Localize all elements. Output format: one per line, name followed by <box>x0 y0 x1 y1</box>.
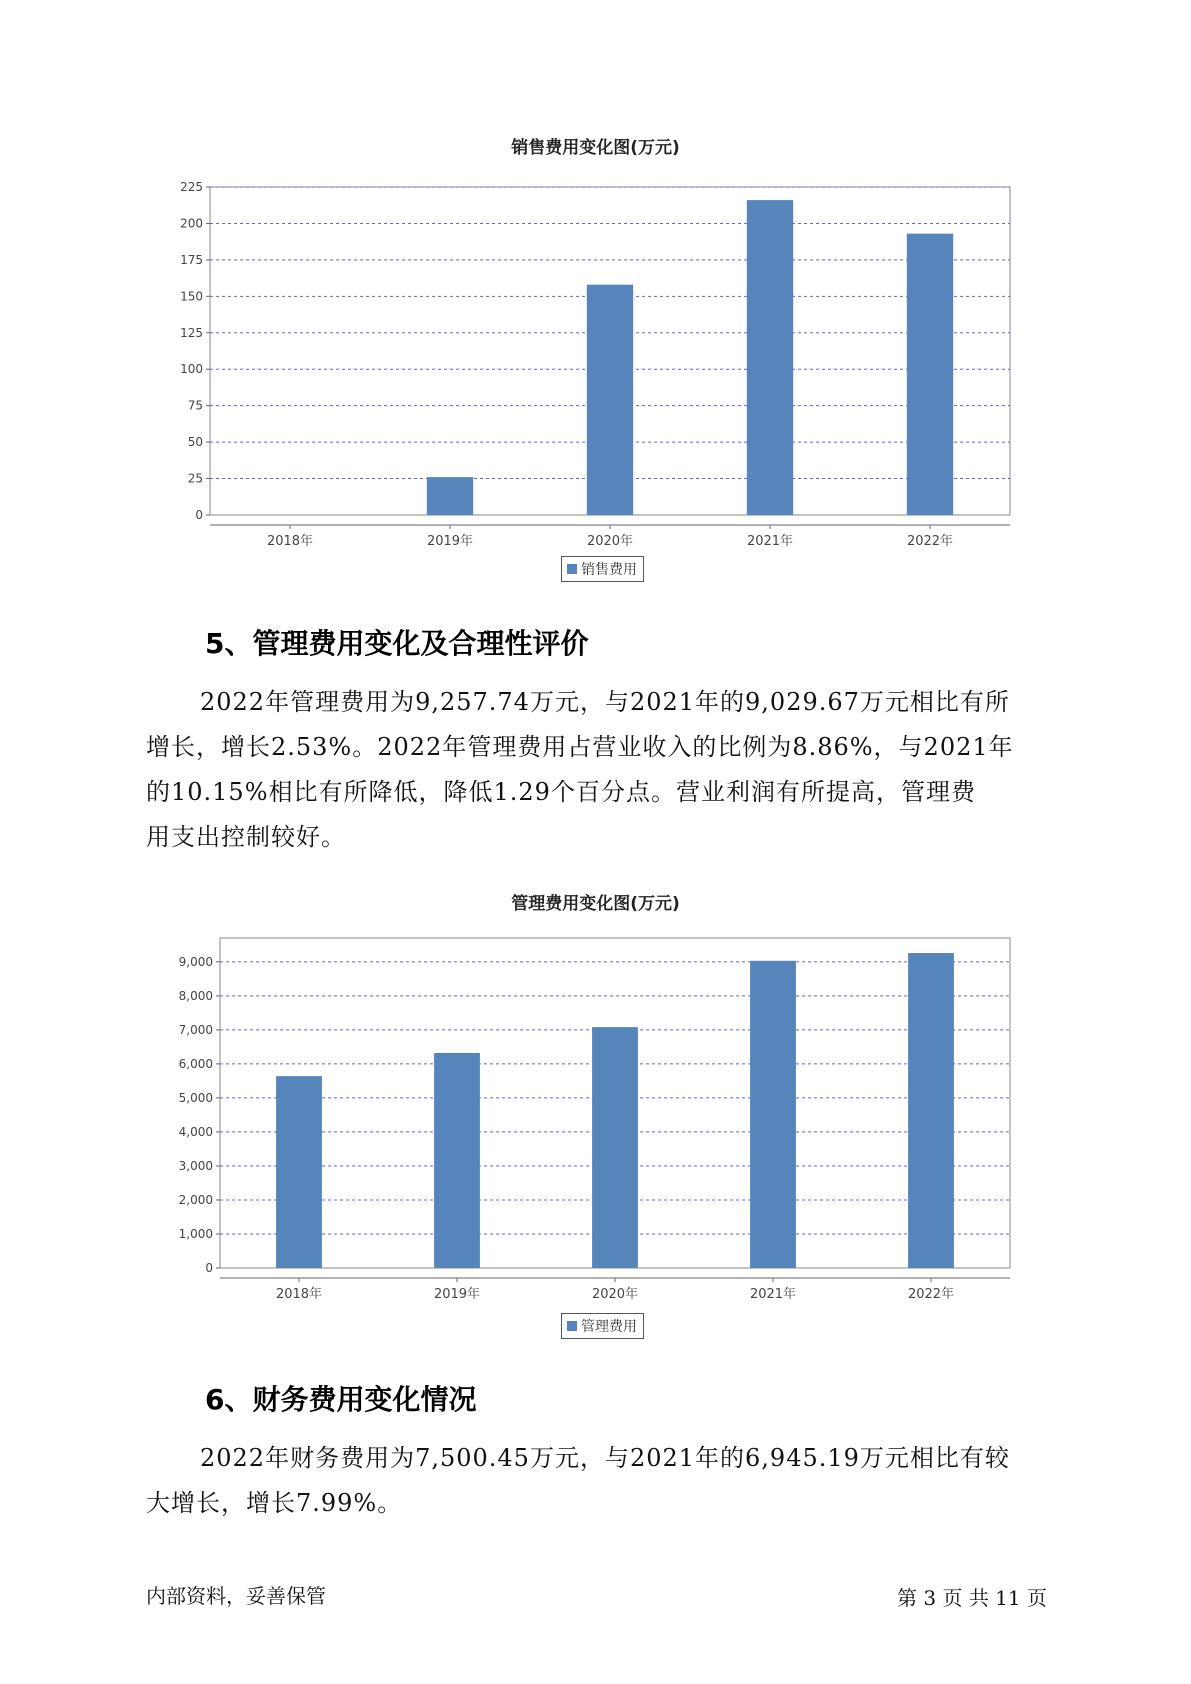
y-tick-label: 8,000 <box>178 988 213 1003</box>
x-tick-label: 2021年 <box>749 1287 797 1302</box>
bar-2019年 <box>434 1053 480 1268</box>
para-line: 用支出控制较好。 <box>146 823 346 851</box>
chart1-title: 销售费用变化图(万元) <box>511 138 680 158</box>
legend-label: 管理费用 <box>581 1319 637 1335</box>
y-tick-label: 100 <box>180 362 203 377</box>
footer-confidential: 内部资料，妥善保管 <box>146 1584 326 1608</box>
x-tick-label: 2022年 <box>906 534 954 549</box>
x-tick-label: 2021年 <box>746 534 794 549</box>
y-tick-label: 175 <box>180 252 203 267</box>
y-tick-label: 125 <box>180 325 203 340</box>
y-tick-label: 50 <box>187 435 203 450</box>
x-tick-label: 2018年 <box>266 534 314 549</box>
y-tick-label: 7,000 <box>178 1022 213 1037</box>
x-tick-label: 2020年 <box>591 1287 639 1302</box>
y-tick-label: 200 <box>180 216 203 231</box>
x-tick-label: 2018年 <box>275 1287 323 1302</box>
y-tick-label: 0 <box>195 508 203 522</box>
section6-paragraph <box>146 1436 1046 1526</box>
y-tick-label: 0 <box>205 1261 213 1275</box>
chart2-title: 管理费用变化图(万元) <box>511 894 680 914</box>
bar-2020年 <box>592 1027 638 1268</box>
y-tick-label: 4,000 <box>178 1124 213 1139</box>
legend-swatch <box>567 1321 577 1331</box>
y-tick-label: 150 <box>180 289 203 304</box>
para-line: 增长，增长2.53%。2022年管理费用占营业收入的比例为8.86%，与2021年 <box>146 733 1014 761</box>
y-tick-label: 6,000 <box>178 1056 213 1071</box>
bar-2022年 <box>908 953 954 1268</box>
legend-label: 销售费用 <box>581 562 637 578</box>
para-line: 2022年管理费用为9,257.74万元，与2021年的9,029.67万元相比有所 <box>200 688 1010 716</box>
y-tick-label: 9,000 <box>178 954 213 969</box>
x-tick-label: 2019年 <box>426 534 474 549</box>
para-line: 2022年财务费用为7,500.45万元，与2021年的6,945.19万元相比有较 <box>200 1444 1010 1472</box>
footer-page-number: 第 3 页 共 11 页 <box>897 1586 1047 1610</box>
y-tick-label: 1,000 <box>178 1226 213 1241</box>
chart2-legend <box>561 1313 644 1339</box>
y-tick-label: 25 <box>187 471 203 486</box>
para-line: 的10.15%相比有所降低，降低1.29个百分点。营业利润有所提高，管理费 <box>146 778 976 806</box>
section5-heading: 5、管理费用变化及合理性评价 <box>205 627 589 660</box>
bar-2021年 <box>750 961 796 1268</box>
y-tick-label: 3,000 <box>178 1158 213 1173</box>
y-tick-label: 75 <box>187 398 203 413</box>
y-tick-label: 2,000 <box>178 1192 213 1207</box>
section6-heading: 6、财务费用变化情况 <box>205 1383 477 1416</box>
x-tick-label: 2019年 <box>433 1287 481 1302</box>
y-tick-label: 225 <box>180 180 203 194</box>
x-tick-label: 2020年 <box>586 534 634 549</box>
y-tick-label: 5,000 <box>178 1090 213 1105</box>
bar-2018年 <box>276 1076 322 1268</box>
x-tick-label: 2022年 <box>907 1287 955 1302</box>
para-line: 大增长，增长7.99%。 <box>146 1489 403 1517</box>
